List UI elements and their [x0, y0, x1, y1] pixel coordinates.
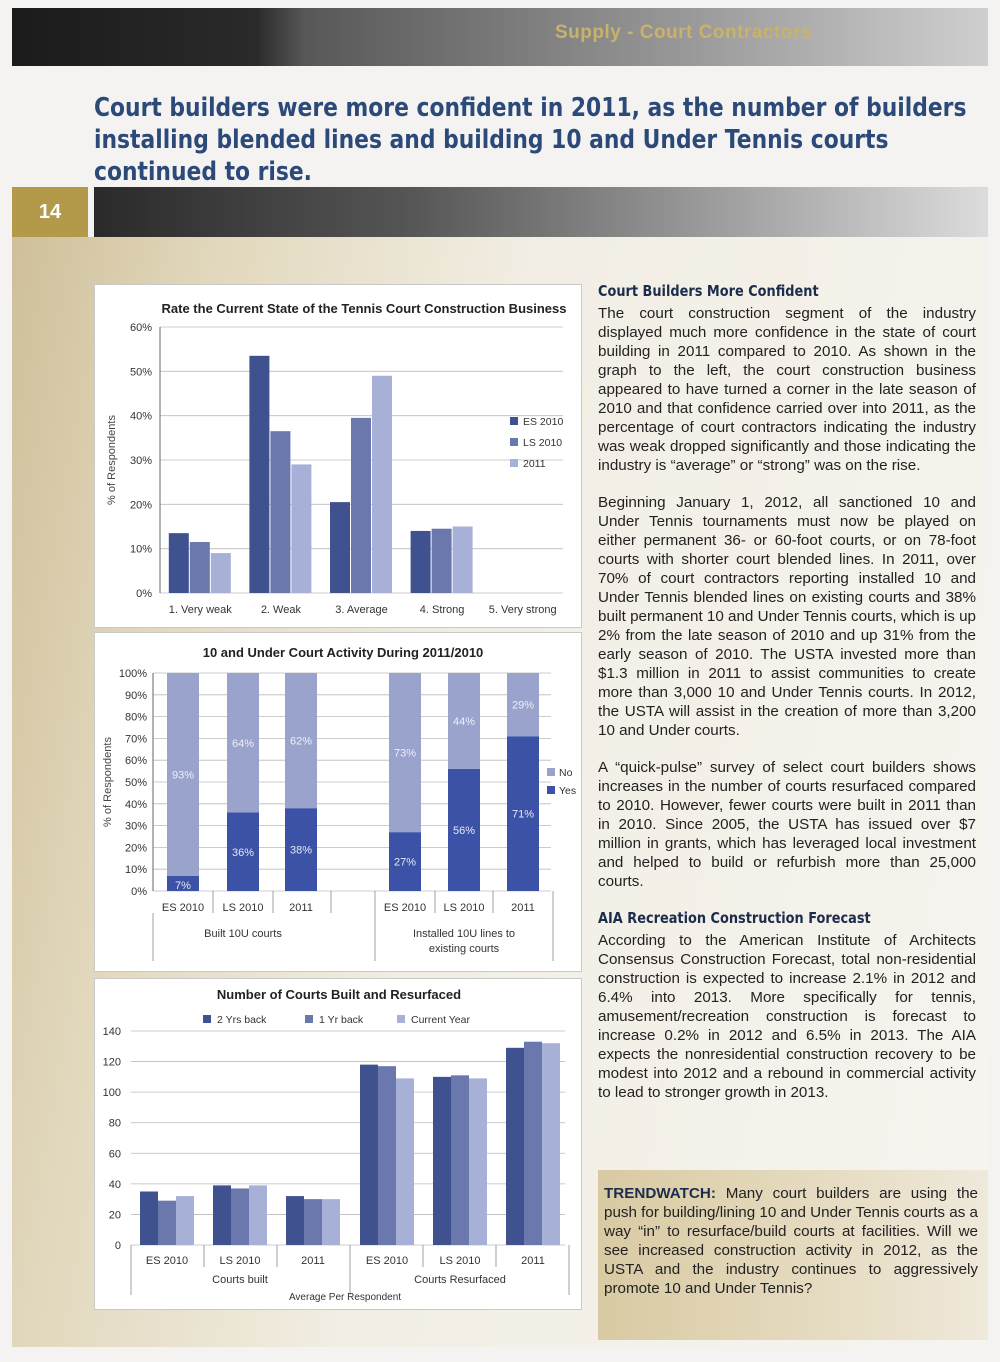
bar	[351, 418, 371, 593]
group-label: Installed 10U lines to existing courts	[412, 928, 516, 955]
bar	[524, 1042, 542, 1245]
data-label: 71%	[511, 808, 535, 821]
data-label: 44%	[452, 715, 476, 728]
legend-label: 2 Yrs back	[217, 1014, 267, 1026]
bar	[190, 542, 210, 593]
bar	[231, 1188, 249, 1245]
bar	[249, 356, 269, 593]
y-tick-label: 0	[114, 1240, 121, 1252]
article-paragraph: The court construction segment of the industry displayed much more confidence in the state of court building in 2011 compared to 2010. As shown in the graph to the left, the court construction business appeared to have turned a corner in the late season of 2010 and that confidence carried over into 2011, as the percentage of court contractors indicating the industry was weak dropped significantly and those indicating the industry is “average” or “strong” was on the rise.	[598, 305, 976, 474]
bar	[542, 1043, 560, 1245]
bar	[304, 1199, 322, 1245]
section-heading: Court Builders More Confident	[598, 282, 819, 300]
bar	[378, 1066, 396, 1245]
section-label: Supply - Court Contractors	[555, 22, 812, 43]
page-headline: Court builders were more confident in 2011, as the number of builders installing blended lines and building 10 and Under Tennis courts continued to rise.	[94, 93, 967, 187]
trendwatch-label: TRENDWATCH:	[604, 1185, 716, 1202]
y-tick-label: 100	[102, 1087, 121, 1100]
y-tick-label: 80	[108, 1117, 121, 1130]
bar	[211, 553, 231, 593]
data-label: 36%	[231, 846, 255, 859]
y-tick-label: 20%	[124, 842, 147, 855]
data-label: 73%	[393, 747, 417, 760]
y-tick-label: 40	[108, 1178, 121, 1191]
bar	[322, 1199, 340, 1245]
legend-swatch	[305, 1015, 313, 1023]
y-tick-label: 10%	[124, 864, 147, 877]
data-label: 29%	[511, 699, 535, 712]
legend-label: LS 2010	[523, 437, 563, 449]
divider-band	[94, 187, 988, 237]
trendwatch-text	[604, 1184, 978, 1298]
legend-label: 1 Yr back	[319, 1014, 364, 1026]
data-label: 27%	[393, 856, 417, 869]
y-tick-label: 90%	[124, 689, 147, 702]
article-column	[598, 282, 976, 1120]
chart-business-state	[94, 284, 582, 628]
bar	[213, 1185, 231, 1245]
bar	[286, 1196, 304, 1245]
y-tick-label: 120	[102, 1056, 121, 1069]
data-label: 38%	[289, 844, 313, 857]
y-tick-label: 60	[108, 1148, 121, 1161]
section-heading: AIA Recreation Construction Forecast	[598, 909, 871, 927]
x-tick-label: 5. Very strong	[488, 604, 557, 616]
legend-swatch	[547, 768, 555, 776]
y-axis-label: % of Respondents	[106, 415, 118, 505]
data-label: 64%	[231, 737, 255, 750]
data-label: 93%	[171, 769, 195, 782]
article-paragraph: Beginning January 1, 2012, all sanctioned 10 and Under Tennis tournaments must now be played on either permanent 36- or 60-foot courts, or on 78-foot courts with shorter court blended lines. In 2011, over 70% of court contractors reporting installed 10 and Under Tennis blended lines on existing courts and 38% built permanent 10 and Under Tennis courts, which is up 2% from the late season of 2010 and up 31% from the early season of 2010. The USTA invested more than $1.3 million in 2011 to assist communities to create more than 3,000 10 and Under Tennis courts. In 2012, the USTA will assist in the creation of more than 3,200 10 and Under courts.	[598, 494, 976, 739]
x-tick-label: 4. Strong	[419, 604, 465, 616]
y-tick-label: 50%	[124, 777, 147, 789]
bar	[270, 431, 290, 593]
x-tick-label: 1. Very weak	[168, 604, 232, 616]
header-band	[12, 8, 988, 66]
chart-10u-activity-svg	[95, 633, 581, 971]
trendwatch-box	[598, 1170, 988, 1340]
x-tick-label: 2011	[301, 1255, 325, 1267]
y-tick-label: 60%	[129, 322, 152, 334]
y-tick-label: 140	[102, 1026, 121, 1038]
bar	[291, 464, 311, 593]
chart-10u-activity	[94, 632, 582, 972]
data-label: 56%	[452, 824, 476, 837]
legend-label: No	[559, 767, 573, 779]
chart-title: Rate the Current State of the Tennis Court Construction Business	[161, 301, 567, 316]
y-tick-label: 20%	[129, 499, 152, 512]
x-tick-label: ES 2010	[161, 902, 205, 914]
article-paragraph: According to the American Institute of Architects Consensus Construction Forecast, total non-residential construction is expected to increase 2.1% in 2012 and 6.4% into 2013. More specifically for tennis, amusement/recreation construction is forecast to increase 0.2% in 2012 and 6.5% in 2013. The AIA expects the nonresidential construction recovery to be modest into 2012 and a rebound in commercial activity to lead to stronger growth in 2013.	[598, 932, 976, 1101]
y-tick-label: 40%	[129, 410, 152, 423]
group-label: Courts built	[212, 1274, 268, 1286]
y-tick-label: 10%	[129, 543, 152, 556]
chart-title: Number of Courts Built and Resurfaced	[216, 987, 462, 1002]
legend-label: 2011	[523, 458, 546, 470]
bar	[169, 533, 189, 593]
legend-label: Yes	[559, 785, 577, 797]
bar	[411, 531, 431, 593]
y-tick-label: 100%	[118, 668, 147, 680]
group-label: Courts Resurfaced	[414, 1274, 506, 1286]
bar	[506, 1048, 524, 1245]
chart-business-state-svg	[95, 285, 581, 627]
bar	[433, 1077, 451, 1245]
y-tick-label: 50%	[129, 366, 152, 379]
x-tick-label: 2. Weak	[260, 604, 301, 616]
y-tick-label: 0%	[136, 588, 152, 600]
bar	[158, 1201, 176, 1245]
data-label: 7%	[175, 880, 191, 892]
x-tick-label: LS 2010	[222, 902, 264, 914]
x-tick-label: ES 2010	[365, 1255, 409, 1267]
bar	[249, 1185, 267, 1245]
x-tick-label: 3. Average	[335, 604, 388, 616]
data-label: 62%	[289, 735, 313, 748]
bar	[453, 527, 473, 594]
group-label: Built 10U courts	[204, 928, 282, 940]
bar	[451, 1075, 469, 1245]
x-tick-label: 2011	[511, 902, 535, 914]
legend-label: Current Year	[411, 1014, 470, 1026]
legend-label: ES 2010	[523, 416, 564, 428]
chart-courts-built-svg	[95, 979, 581, 1309]
bar	[140, 1192, 158, 1246]
x-tick-label: LS 2010	[443, 902, 485, 914]
y-tick-label: 60%	[124, 755, 147, 768]
y-tick-label: 30%	[129, 455, 152, 467]
y-tick-label: 80%	[124, 711, 147, 724]
legend-swatch	[397, 1015, 405, 1023]
legend-swatch	[547, 786, 555, 794]
y-tick-label: 40%	[124, 798, 147, 811]
x-tick-label: ES 2010	[383, 902, 427, 914]
x-tick-label: LS 2010	[439, 1255, 481, 1267]
y-axis-label: % of Respondents	[102, 737, 114, 827]
bar	[396, 1078, 414, 1245]
x-tick-label: 2011	[289, 902, 313, 914]
trendwatch-body: Many court builders are using the push for building/lining 10 and Under Tennis courts as a way “in” to resurface/build courts at facilities. Will we see increased construction activity in 2012, as the USTA and the industry continues to aggressively promote 10 and Under Tennis?	[604, 1185, 978, 1297]
y-tick-label: 30%	[124, 820, 147, 833]
y-tick-label: 70%	[124, 733, 147, 746]
legend-swatch	[203, 1015, 211, 1023]
bar	[360, 1065, 378, 1245]
x-tick-label: LS 2010	[219, 1255, 261, 1267]
y-tick-label: 0%	[131, 886, 147, 898]
x-tick-label: 2011	[521, 1255, 545, 1267]
x-axis-label: Average Per Respondent	[288, 1292, 402, 1303]
chart-title: 10 and Under Court Activity During 2011/2010	[202, 645, 484, 660]
y-tick-label: 20	[108, 1209, 121, 1222]
bar	[432, 529, 452, 593]
bar	[372, 376, 392, 593]
legend-swatch	[510, 459, 518, 467]
article-paragraph: A “quick-pulse” survey of select court builders shows increases in the number of courts resurfaced compared to 2010. However, fewer courts were built in 2011 than in 2010. Since 2005, the USTA has issued over $7 million in grants, which has leveraged local investment and helped to build or refurbish more than 25,000 courts.	[598, 759, 976, 890]
chart-courts-built	[94, 978, 582, 1310]
x-tick-label: ES 2010	[145, 1255, 189, 1267]
legend-swatch	[510, 417, 518, 425]
page-number: 14	[12, 187, 88, 237]
bar	[330, 502, 350, 593]
bar	[176, 1196, 194, 1245]
bar	[469, 1078, 487, 1245]
legend-swatch	[510, 438, 518, 446]
